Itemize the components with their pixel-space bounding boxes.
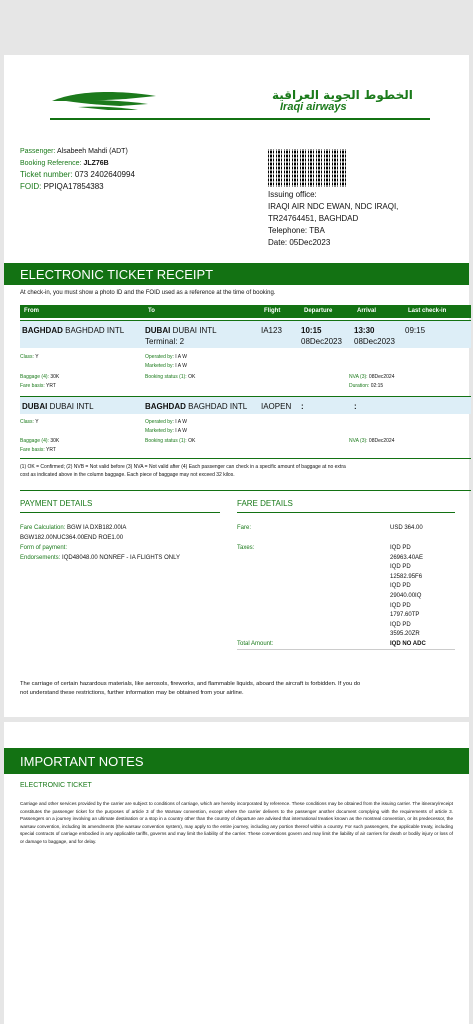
fare-rule: [237, 512, 455, 513]
seg1-class: [20, 354, 39, 361]
taxes-list: [390, 544, 423, 640]
receipt-banner: [4, 263, 469, 285]
total-amount-value: IQD NO ADC: [390, 641, 426, 647]
total-amount-label: Total Amount:: [237, 641, 274, 647]
seg1-nva-value: 08Dec2024: [368, 374, 395, 380]
booking-label: Booking Reference:: [20, 160, 82, 167]
col-to: To: [148, 308, 155, 314]
passenger-value: Alsabeeh Mahdi (ADT): [56, 148, 128, 155]
seg2-baggage: [20, 438, 59, 445]
passenger-line: [20, 147, 128, 156]
seg1-from: [22, 326, 124, 336]
seg1-from-name: BAGHDAD INTL: [65, 326, 125, 335]
seg1-farebasis-label: Fare basis:: [20, 383, 45, 389]
issuing-office-block: [268, 189, 458, 249]
seg2-status: [145, 438, 195, 445]
telephone-label: Telephone:: [268, 226, 308, 235]
seg2-to-name: BAGHDAD INTL: [188, 402, 248, 411]
hazard-line-1: The carriage of certain hazardous materials, like aerosols, fireworks, and flammable liquids, aboard the aircraft is forbidden. If you do: [20, 681, 361, 687]
form-of-payment-label: Form of payment:: [20, 545, 68, 551]
telephone-value: TBA: [309, 226, 325, 235]
seg2-to: [145, 402, 247, 412]
col-arrival: Arrival: [357, 308, 377, 314]
foid-value: PPIQA17854383: [43, 182, 104, 191]
ticket-page-2: [4, 722, 469, 1024]
notes-subtitle: ELECTRONIC TICKET: [20, 782, 92, 789]
seg1-operated-value: I A W: [175, 354, 187, 360]
seg2-class: [20, 419, 39, 426]
seg2-from-code: DUBAI: [22, 402, 48, 411]
fare-value: USD 364.00: [390, 525, 423, 531]
ticket-page-1: [4, 55, 469, 717]
seg1-class-label: Class:: [20, 354, 34, 360]
seg1-to-code: DUBAI: [145, 326, 171, 335]
legend-top-rule: [20, 458, 471, 459]
tax-line: 12582.95F6: [390, 573, 423, 580]
seg1-to-name: DUBAI INTL: [172, 326, 217, 335]
date-label: Date:: [268, 238, 288, 247]
seg1-dep-date: 08Dec2023: [301, 337, 342, 346]
tax-line: 29040.00IQ: [390, 592, 422, 599]
seg2-nva-label: NVA (3):: [349, 438, 368, 444]
seg1-arr-date: 08Dec2023: [354, 337, 395, 346]
ticket-barcode: [268, 149, 348, 187]
seg1-terminal: Terminal: 2: [145, 337, 185, 346]
seg1-status-label: Booking status (1):: [145, 374, 187, 380]
foid-label: FOID:: [20, 182, 42, 191]
seg1-status: [145, 374, 195, 381]
fare-label: Fare:: [237, 525, 252, 531]
fare-calc-value: BGW IA DXB182.00IA: [67, 525, 127, 531]
seg1-to: [145, 326, 217, 336]
seg1-arr-time: 13:30: [354, 326, 375, 335]
seg2-farebasis-label: Fare basis:: [20, 447, 45, 453]
ticket-number-label: Ticket number:: [20, 170, 73, 179]
endorsements-line: [20, 554, 240, 562]
seg1-status-value: OK: [188, 374, 196, 380]
booking-line: [20, 159, 109, 168]
notes-banner: [4, 748, 469, 774]
fare-calc-label: Fare Calculation:: [20, 525, 66, 531]
seg2-marketed-label: Marketed by:: [145, 428, 174, 434]
seg2-nva: [349, 438, 395, 445]
tax-line: IQD PD: [390, 583, 411, 590]
seg2-marketed: [145, 428, 187, 435]
itinerary-header-row: [20, 305, 471, 318]
seg2-nva-value: 08Dec2024: [368, 438, 395, 444]
endorsements-label: Endorsements:: [20, 555, 61, 561]
seg2-farebasis-value: YRT: [46, 447, 56, 453]
issuing-office-label: Issuing office:: [268, 190, 317, 199]
seg1-dep-time: 10:15: [301, 326, 322, 335]
telephone-line: [268, 225, 458, 237]
seg2-baggage-label: Baggage (4):: [20, 438, 49, 444]
date-line: [268, 237, 458, 249]
col-from: From: [24, 308, 39, 314]
seg1-duration: [349, 383, 383, 390]
payment-details-title: PAYMENT DETAILS: [20, 499, 93, 508]
logo-english-text: Iraqi airways: [280, 101, 347, 113]
seg2-from-name: DUBAI INTL: [49, 402, 94, 411]
seg2-class-value: Y: [35, 419, 39, 425]
seg2-operated: [145, 419, 187, 426]
seg1-duration-label: Duration:: [349, 383, 370, 389]
tax-line: 3595.20ZR: [390, 631, 420, 638]
seg1-nva-label: NVA (3):: [349, 374, 368, 380]
payment-rule: [20, 512, 220, 513]
fare-details-title: FARE DETAILS: [237, 499, 293, 508]
taxes-label: Taxes:: [237, 545, 255, 551]
fare-calc-line: [20, 524, 235, 532]
seg2-marketed-value: I A W: [175, 428, 187, 434]
seg1-baggage: [20, 374, 59, 381]
seg2-from: [22, 402, 94, 412]
seg2-status-label: Booking status (1):: [145, 438, 187, 444]
seg2-dep-time: :: [301, 402, 304, 411]
col-flight: Flight: [264, 308, 281, 314]
tax-line: 26963.40AE: [390, 554, 424, 561]
seg1-from-code: BAGHDAD: [22, 326, 63, 335]
col-last-checkin: Last check-in: [408, 308, 447, 314]
tax-line: 1797.60TP: [390, 612, 420, 619]
seg1-farebasis: [20, 383, 56, 390]
foid-line: [20, 182, 104, 192]
notes-title: IMPORTANT NOTES: [20, 754, 144, 769]
date-value: 05Dec2023: [289, 238, 331, 247]
airline-emblem: [48, 88, 158, 114]
fare-calc-value-2: BGW182.00NUC364.00END ROE1.00: [20, 535, 124, 541]
passenger-label: Passenger:: [20, 148, 56, 155]
logo-arabic-text: الخطوط الجوية العراقية: [272, 88, 413, 102]
seg1-flight: IA123: [261, 326, 282, 335]
seg1-class-value: Y: [35, 354, 39, 360]
notes-body: Carriage and other services provided by the carrier are subject to conditions of carriage, which are hereby incorporated by reference. These conditions may be obtained from the issuing carrier. The itinerary/receipt constitutes the passenger ticket for the purposes of article 3 of the Warsaw convention, except where the carrier delivers to the passenger another document complying with the requirements of article 3. Passengers on a journey involving an ultimate destination or a stop in a country other than the country of departure are advised that international treaties known as the montreal convention, or its predecessor, the warsaw convention, including its amendments (the warsaw convention system), may apply to the entire journey, including any portion thereof within a country. For such passengers, the applicable treaty, including special contracts of carriage embodied in any applicable tariffs, governs and may limit the liability of the carrier. These conventions govern and may limit the liability of air carriers for death or bodily injury or loss of or damage to baggage, and for delay.: [20, 801, 453, 844]
ticket-number-line: [20, 170, 135, 180]
ticket-number-value: 073 2402640994: [74, 170, 135, 179]
seg1-marketed-value: I A W: [175, 363, 187, 369]
seg2-arr-time: :: [354, 402, 357, 411]
booking-value: JLZ76B: [83, 160, 109, 167]
seg1-marketed-label: Marketed by:: [145, 363, 174, 369]
col-departure: Departure: [304, 308, 333, 314]
tax-line: IQD PD: [390, 602, 411, 609]
seg2-operated-value: I A W: [175, 419, 187, 425]
issuing-office-line1: IRAQI AIR NDC EWAN, NDC IRAQI,: [268, 202, 399, 211]
seg1-operated: [145, 354, 187, 361]
seg2-baggage-value: 30K: [50, 438, 60, 444]
seg2-class-label: Class:: [20, 419, 34, 425]
seg2-status-value: OK: [188, 438, 196, 444]
legend-bottom-rule: [20, 490, 471, 491]
seg1-nva: [349, 374, 395, 381]
hazard-line-2: not understand these restrictions, further information may be obtained from your airline.: [20, 690, 244, 696]
header-rule: [50, 118, 430, 120]
tax-line: IQD PD: [390, 564, 411, 571]
legend-line-1: (1) OK = Confirmed; (2) NVB = Not valid before (3) NVA = Not valid after (4) Each passenger can check in a specific amount of baggage at no extra: [20, 464, 346, 470]
seg2-farebasis: [20, 447, 56, 454]
seg1-baggage-value: 30K: [50, 374, 60, 380]
seg1-farebasis-value: YRT: [46, 383, 56, 389]
seg1-marketed: [145, 363, 187, 370]
seg2-flight: IAOPEN: [261, 402, 292, 411]
endorsements-value: IQD48048.00 NONREF - IA FLIGHTS ONLY: [62, 555, 180, 561]
seg1-duration-value: 02:15: [370, 383, 384, 389]
seg1-operated-label: Operated by:: [145, 354, 174, 360]
total-rule: [237, 649, 455, 650]
seg1-checkin: 09:15: [405, 326, 426, 335]
tax-line: IQD PD: [390, 621, 411, 628]
issuing-office-line2: TR24764451, BAGHDAD: [268, 214, 359, 223]
receipt-intro: At check-in, you must show a photo ID and the FOID used as a reference at the time of booking.: [20, 290, 276, 296]
seg2-operated-label: Operated by:: [145, 419, 174, 425]
receipt-title: ELECTRONIC TICKET RECEIPT: [20, 267, 214, 282]
tax-line: IQD PD: [390, 545, 411, 551]
seg1-baggage-label: Baggage (4):: [20, 374, 49, 380]
legend-line-2: cost as indicated above in the column baggage. Each piece of baggage may not exceed 32 kilos.: [20, 472, 235, 478]
seg2-to-code: BAGHDAD: [145, 402, 186, 411]
